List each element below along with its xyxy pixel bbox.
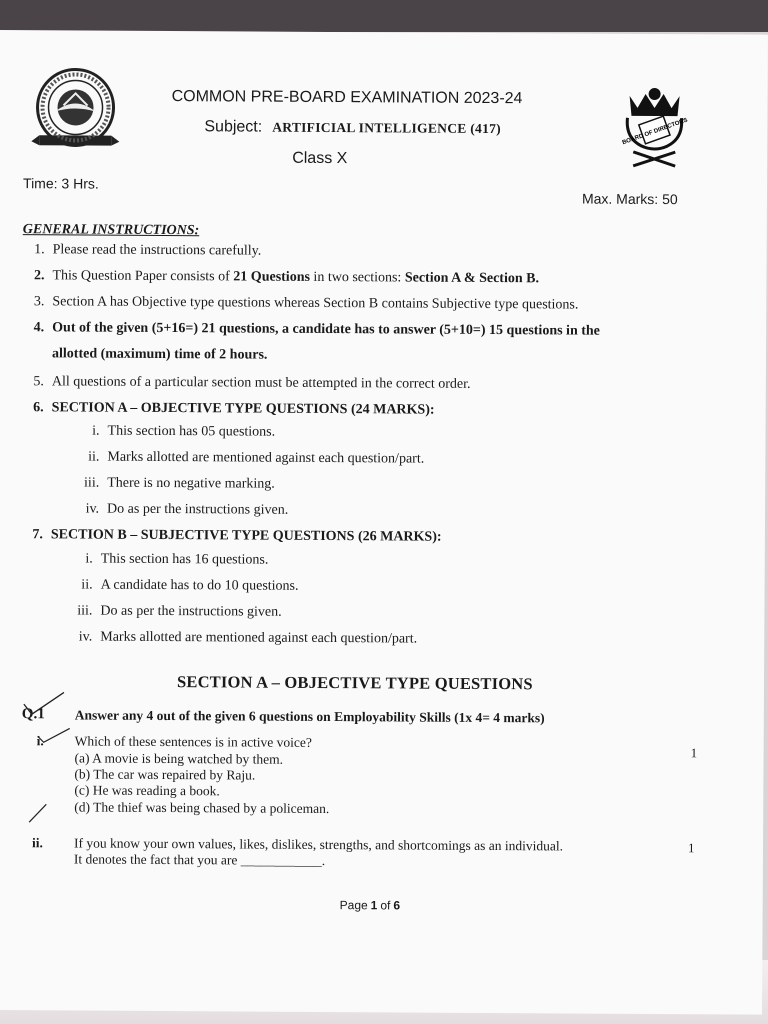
question-1-number: Q.1 (21, 706, 45, 723)
class-label: Class X (292, 149, 348, 168)
section-a-note-4: iv. Do as per the instructions given. (85, 501, 289, 518)
instruction-2: 2. This Question Paper consists of 21 Questions in two sections: Section A & Section B. (33, 268, 540, 287)
scan-border-top (0, 0, 768, 32)
section-a-note-3: iii. There is no negative marking. (84, 475, 275, 492)
board-of-directors-logo (617, 86, 691, 168)
section-a-heading: SECTION A – OBJECTIVE TYPE QUESTIONS (176, 672, 533, 694)
subquestion-ii-text: If you know your own values, likes, dislikes, strengths, and shortcomings as an individual. (73, 835, 564, 854)
section-b-note-4: iv. Marks allotted are mentioned against each question/part. (78, 629, 418, 647)
section-a-note-1: i. This section has 05 questions. (92, 423, 276, 440)
option-b: (b) The car was repaired by Raju. (74, 766, 256, 783)
exam-title: COMMON PRE-BOARD EXAMINATION 2023-24 (171, 88, 523, 108)
subquestion-ii-number: ii. (31, 835, 43, 851)
page-number: Page 1 of 6 (339, 898, 401, 913)
general-instructions-heading: GENERAL INSTRUCTIONS: (22, 222, 200, 239)
section-b-note-3: iii. Do as per the instructions given. (77, 603, 282, 620)
instruction-4: 4. Out of the given (5+16=) 21 questions, a candidate has to answer (5+10=) 15 questions in the (33, 320, 600, 339)
section-b-note-2: ii. A candidate has to do 10 questions. (81, 577, 299, 594)
handwritten-tick-option (27, 800, 49, 826)
instruction-7: 7. SECTION B – SUBJECTIVE TYPE QUESTIONS (26 MARKS): (32, 527, 442, 545)
exam-paper-page (0, 30, 768, 1015)
time-allowed: Time: 3 Hrs. (23, 175, 99, 192)
instruction-6: 6. SECTION A – OBJECTIVE TYPE QUESTIONS (24 MARKS): (33, 400, 435, 418)
marks-i: 1 (690, 745, 698, 761)
subject-name: ARTIFICIAL INTELLIGENCE (417) (272, 119, 502, 137)
max-marks: Max. Marks: 50 (581, 190, 678, 208)
instruction-1: 1. Please read the instructions carefully. (34, 242, 262, 259)
option-a: (a) A movie is being watched by them. (74, 750, 284, 767)
instruction-4-continued: allotted (maximum) time of 2 hours. (51, 346, 268, 363)
school-logo (25, 65, 126, 156)
marks-ii: 1 (687, 840, 695, 856)
subquestion-i-text: Which of these sentences is in active voice? (74, 733, 312, 750)
instruction-5: 5. All questions of a particular section must be attempted in the correct order. (33, 374, 471, 392)
logo-lettering: BOARD OF DIRECTORS (621, 117, 689, 147)
handwritten-tick-q1 (20, 690, 70, 718)
handwritten-tick-i (34, 724, 74, 746)
option-c: (c) He was reading a book. (74, 782, 220, 799)
instruction-3: 3. Section A has Objective type questions whereas Section B contains Subjective type questions. (33, 294, 579, 313)
section-a-note-2: ii. Marks allotted are mentioned against each question/part. (88, 449, 425, 467)
section-b-note-1: i. This section has 16 questions. (85, 551, 269, 568)
question-1-instruction: Answer any 4 out of the given 6 questions on Employability Skills (1x 4= 4 marks) (74, 707, 545, 726)
subquestion-i-number: i. (36, 733, 44, 749)
option-d: (d) The thief was being chased by a policeman. (74, 799, 330, 817)
subject-label: Subject: (204, 118, 263, 136)
subquestion-ii-text-continued: It denotes the fact that you are ____________. (73, 851, 326, 869)
subject-line (204, 118, 501, 138)
